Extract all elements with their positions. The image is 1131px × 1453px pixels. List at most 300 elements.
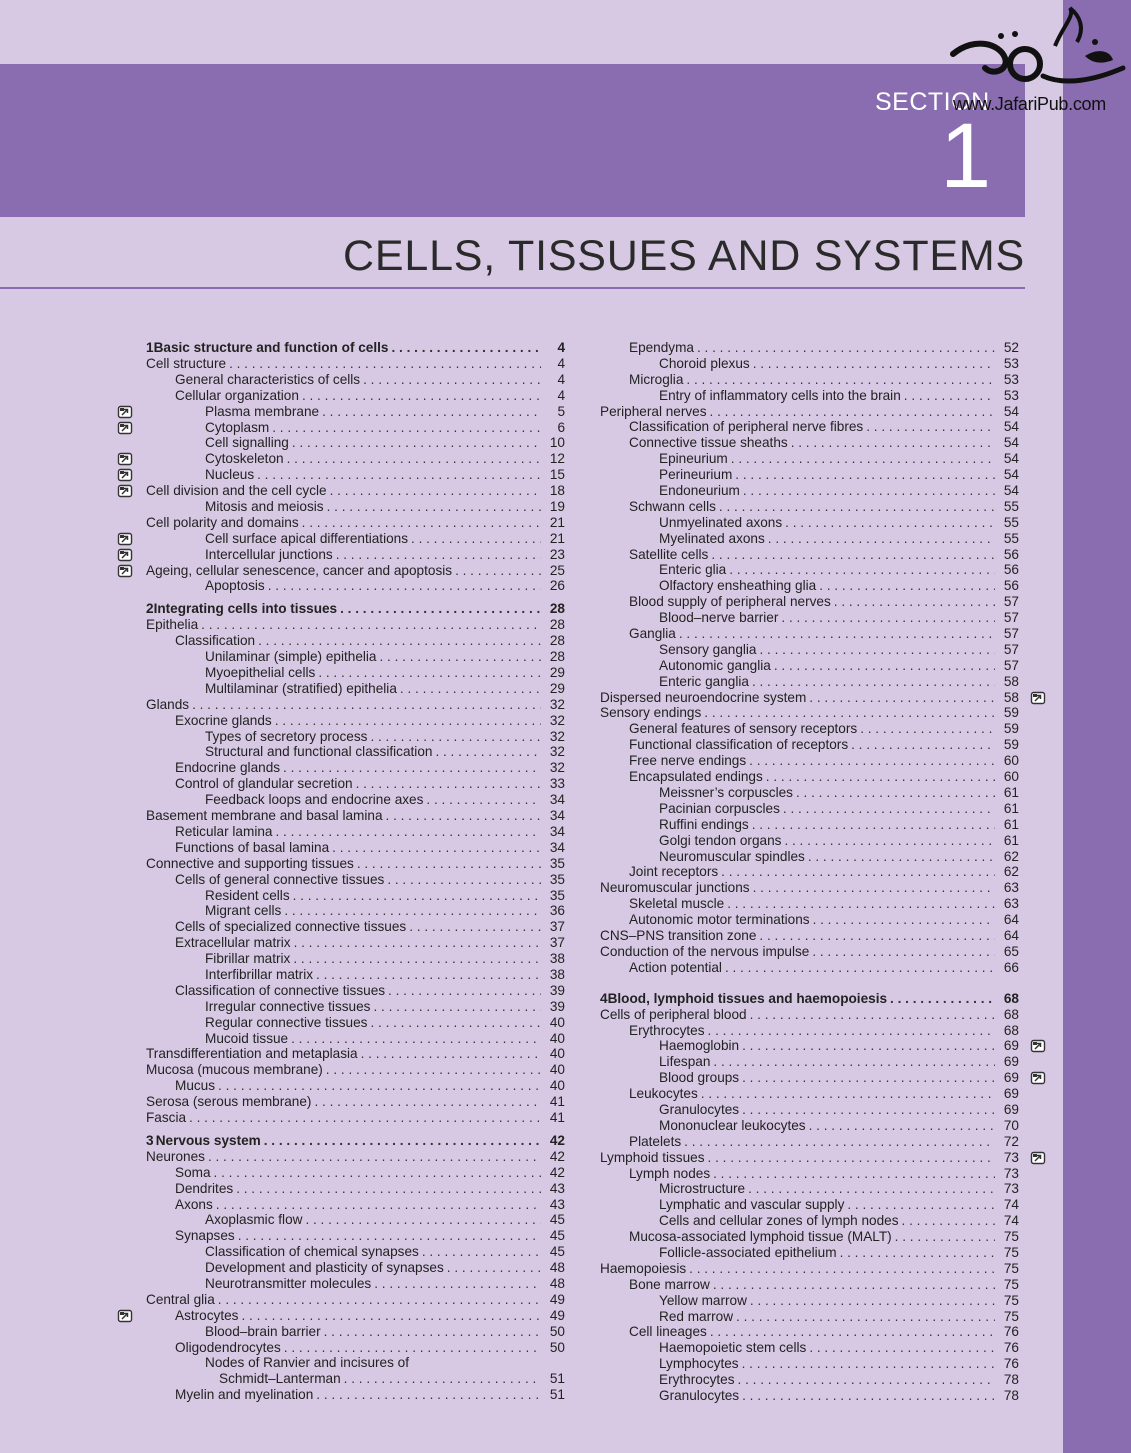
dot-leader [742,1102,995,1118]
toc-entry-label-wrap [146,617,541,633]
toc-entry-page: 74 [1003,1213,1019,1229]
toc-entry[interactable] [600,404,1019,420]
toc-entry[interactable] [146,649,565,665]
toc-entry-page: 34 [549,839,565,855]
dot-leader [752,817,995,833]
dot-leader [284,903,541,919]
toc-entry[interactable] [600,340,1019,356]
dot-leader [326,1062,541,1078]
toc-entry[interactable] [600,1277,1019,1293]
toc-entry[interactable] [146,935,565,951]
toc-entry-page: 45 [549,1212,565,1228]
toc-entry[interactable] [600,451,1019,467]
toc-entry-label: Multilaminar (stratified) epithelia [205,680,397,696]
toc-entry[interactable] [146,919,565,935]
toc-entry-page: 41 [549,1094,565,1110]
toc-entry[interactable] [600,1181,1019,1197]
toc-entry-label: Bone marrow [629,1276,710,1292]
toc-entry[interactable] [600,531,1019,547]
toc-entry[interactable] [600,1340,1019,1356]
toc-entry[interactable] [600,594,1019,610]
toc-entry-label: Cytoplasm [205,419,270,435]
toc-entry-page: 56 [1003,562,1019,578]
toc-entry[interactable] [146,563,565,579]
toc-entry[interactable] [600,483,1019,499]
toc-entry[interactable] [600,1054,1019,1070]
toc-entry[interactable] [146,888,565,904]
toc-entry-page: 54 [1003,435,1019,451]
toc-entry-label-wrap [600,340,995,356]
toc-entry-page: 72 [1003,1133,1019,1149]
toc-chapter-heading[interactable] [146,601,565,617]
toc-entry[interactable] [146,420,565,436]
toc-entry-page: 76 [1003,1324,1019,1340]
toc-entry-page: 54 [1003,419,1019,435]
toc-entry-label-wrap [600,610,995,626]
toc-entry-label-wrap [600,1277,995,1293]
toc-entry[interactable] [146,744,565,760]
toc-entry-label-wrap [146,1015,541,1031]
toc-entry[interactable] [146,1324,565,1340]
toc-entry[interactable] [600,547,1019,563]
toc-entry[interactable] [146,1094,565,1110]
dot-leader [314,1094,541,1110]
toc-entry-label: Perineurium [659,467,733,483]
toc-entry-label-wrap [146,824,541,840]
toc-entry-page: 55 [1003,530,1019,546]
toc-entry-label: Erythrocytes [629,1022,705,1038]
dot-leader [819,578,995,594]
toc-entry-label-wrap [600,833,995,849]
toc-entry[interactable] [146,531,565,547]
toc-entry-label: Plasma membrane [205,403,320,419]
toc-entry[interactable] [146,1062,565,1078]
toc-entry[interactable] [600,690,1019,706]
toc-entry[interactable] [146,808,565,824]
toc-entry[interactable] [146,388,565,404]
toc-entry[interactable] [146,1046,565,1062]
toc-entry-label: Joint receptors [629,864,719,880]
toc-entry-label-wrap [600,562,995,578]
dot-leader [834,594,995,610]
toc-entry[interactable] [600,1070,1019,1086]
toc-entry-label: Yellow marrow [659,1292,747,1308]
toc-entry[interactable] [146,713,565,729]
toc-entry-label-wrap [600,658,995,674]
toc-entry[interactable] [146,1078,565,1094]
toc-entry[interactable] [600,880,1019,896]
toc-entry[interactable] [146,451,565,467]
online-content-icon [117,468,133,482]
toc-entry[interactable] [146,483,565,499]
toc-entry-label: Ependyma [629,340,694,355]
page-title: CELLS, TISSUES AND SYSTEMS [343,232,1025,280]
toc-entry[interactable] [146,856,565,872]
toc-entry-label: Pacinian corpuscles [659,800,780,816]
toc-entry-page: 66 [1003,959,1019,975]
toc-entry-page: 28 [549,633,565,649]
toc-entry-label-wrap [600,1388,995,1404]
toc-entry-label-wrap [146,1355,541,1371]
toc-entry-page: 38 [549,951,565,967]
toc-entry[interactable] [146,776,565,792]
toc-entry[interactable] [600,912,1019,928]
toc-chapter-heading[interactable] [600,991,1019,1007]
toc-entry-label-wrap [146,808,541,824]
toc-entry[interactable] [146,1181,565,1197]
toc-entry-page: 57 [1003,626,1019,642]
dot-leader [363,372,541,388]
toc-entry-page: 65 [1003,943,1019,959]
toc-entry-label-wrap [600,1340,995,1356]
dot-leader [422,1244,541,1260]
toc-entry[interactable] [600,388,1019,404]
toc-entry[interactable] [600,817,1019,833]
online-content-icon [117,405,133,419]
dot-leader [713,1054,995,1070]
toc-entry[interactable] [146,1228,565,1244]
online-content-icon [1030,1039,1046,1053]
toc-entry-page: 34 [549,823,565,839]
toc-entry[interactable] [146,515,565,531]
toc-entry[interactable] [146,792,565,808]
toc-entry[interactable] [600,1118,1019,1134]
toc-entry-page: 63 [1003,880,1019,896]
toc-entry[interactable] [600,435,1019,451]
toc-entry-page: 54 [1003,403,1019,419]
toc-entry[interactable] [600,356,1019,372]
toc-entry-page: 15 [549,467,565,483]
dot-leader [785,515,995,531]
toc-entry-page: 29 [549,665,565,681]
toc-entry[interactable] [600,960,1019,976]
toc-entry-label: Meissner’s corpuscles [659,784,793,800]
toc-entry[interactable] [600,1324,1019,1340]
toc-entry[interactable] [600,610,1019,626]
toc-entry-page: 58 [1003,673,1019,689]
toc-entry-label: Cellular organization [175,387,299,403]
dot-leader [330,483,541,499]
toc-entry-label: Ganglia [629,626,676,642]
toc-entry-label: Connective tissue sheaths [629,435,788,451]
toc-entry[interactable] [146,967,565,983]
toc-entry[interactable] [600,769,1019,785]
dot-leader [742,1356,995,1372]
toc-entry-label: Leukocytes [629,1086,698,1102]
toc-entry[interactable] [600,467,1019,483]
toc-entry-page: 58 [1003,689,1019,705]
toc-entry[interactable] [600,928,1019,944]
toc-entry[interactable] [146,1149,565,1165]
toc-entry[interactable] [600,1293,1019,1309]
dot-leader [241,1308,541,1324]
toc-entry[interactable] [146,903,565,919]
toc-entry[interactable] [146,499,565,515]
toc-entry-page: 40 [549,1014,565,1030]
toc-entry-label: Blood–nerve barrier [659,610,779,626]
toc-entry-label-wrap [146,633,541,649]
toc-entry[interactable] [146,404,565,420]
toc-entry[interactable] [146,824,565,840]
toc-entry[interactable] [146,633,565,649]
toc-entry-label-wrap [146,467,541,483]
toc-entry-label-wrap [600,578,995,594]
toc-entry[interactable] [600,1007,1019,1023]
toc-entry-label: Basic structure and function of cells [153,340,389,355]
toc-entry[interactable] [600,1023,1019,1039]
toc-entry-label: Myelinated axons [659,530,765,546]
toc-entry-label: Axons [175,1196,213,1212]
toc-entry[interactable] [600,1134,1019,1150]
chapter-number: 3 [146,1132,154,1148]
toc-entry[interactable] [146,1260,565,1276]
toc-entry-label-wrap [146,872,541,888]
dot-leader [860,721,995,737]
toc-entry-label-wrap [146,531,541,547]
toc-entry[interactable] [600,1038,1019,1054]
toc-entry[interactable] [146,1276,565,1292]
toc-entry[interactable] [600,1213,1019,1229]
dot-leader [736,1309,995,1325]
toc-entry[interactable] [600,864,1019,880]
toc-entry[interactable] [146,1110,565,1126]
toc-entry[interactable] [600,626,1019,642]
toc-entry-label-wrap [146,665,541,681]
toc-entry[interactable] [600,1372,1019,1388]
toc-entry-label-wrap [146,601,541,617]
toc-entry[interactable] [600,419,1019,435]
toc-entry-page: 57 [1003,641,1019,657]
dot-leader [357,856,541,872]
toc-entry-label: Nodes of Ranvier and incisures of [205,1355,410,1371]
toc-entry[interactable] [146,1371,565,1387]
toc-entry[interactable] [600,705,1019,721]
toc-entry[interactable] [146,467,565,483]
publisher-url: www.JafariPub.com [953,94,1106,114]
toc-entry-label-wrap [146,1308,541,1324]
chapter-number: 2 [146,601,154,617]
dot-leader [324,1324,541,1340]
toc-entry[interactable] [600,658,1019,674]
toc-entry-label: Cell surface apical differentiations [205,530,409,546]
toc-entry[interactable] [146,729,565,745]
toc-entry[interactable] [600,499,1019,515]
toc-entry[interactable] [600,801,1019,817]
toc-entry-page: 50 [549,1323,565,1339]
toc-entry[interactable] [600,1150,1019,1166]
dot-leader [679,626,995,642]
dot-leader [344,1371,541,1387]
toc-entry-label-wrap [600,1181,995,1197]
toc-entry-label: Lymph nodes [629,1165,711,1181]
toc-entry[interactable] [146,1197,565,1213]
toc-entry-label-wrap [600,1309,995,1325]
toc-entry[interactable] [600,1197,1019,1213]
toc-entry[interactable] [146,1340,565,1356]
toc-entry-label: Lifespan [659,1054,711,1070]
toc-entry-page: 62 [1003,848,1019,864]
toc-entry-label: Red marrow [659,1308,734,1324]
toc-entry[interactable] [146,983,565,999]
toc-entry-label: Synapses [175,1228,235,1244]
toc-entry-label: Autonomic motor terminations [629,912,810,928]
toc-entry-label-wrap [600,531,995,547]
toc-entry-label-wrap [146,983,541,999]
toc-entry[interactable] [600,833,1019,849]
toc-entry-label: Unmyelinated axons [659,514,783,530]
toc-entry[interactable] [146,356,565,372]
toc-entry[interactable] [146,665,565,681]
toc-entry[interactable] [600,1166,1019,1182]
dot-leader [236,1181,541,1197]
toc-entry[interactable] [146,872,565,888]
toc-entry[interactable] [146,1212,565,1228]
dot-leader [753,880,995,896]
toc-entry-label-wrap [146,760,541,776]
toc-entry[interactable] [146,760,565,776]
toc-entry-page: 35 [549,855,565,871]
toc-entry[interactable] [600,578,1019,594]
dot-leader [684,1134,995,1150]
toc-entry[interactable] [600,721,1019,737]
toc-entry-page: 42 [549,1164,565,1180]
dot-leader [890,991,995,1007]
toc-entry[interactable] [146,617,565,633]
toc-entry[interactable] [146,1387,565,1403]
toc-entry-label-wrap [600,356,995,372]
toc-entry[interactable] [146,1165,565,1181]
toc-entry[interactable] [146,681,565,697]
toc-entry[interactable] [146,999,565,1015]
toc-entry[interactable] [600,1356,1019,1372]
toc-entry-label-wrap [600,785,995,801]
dot-leader [316,1387,541,1403]
toc-entry[interactable] [600,562,1019,578]
toc-entry-label-wrap [600,817,995,833]
toc-entry[interactable] [600,785,1019,801]
toc-entry-page: 21 [549,530,565,546]
dot-leader [275,824,541,840]
toc-entry[interactable] [600,372,1019,388]
toc-entry[interactable] [146,1292,565,1308]
toc-entry[interactable] [146,1015,565,1031]
toc-entry[interactable] [146,435,565,451]
toc-entry[interactable] [600,849,1019,865]
dot-leader [229,356,541,372]
toc-entry-label: Enteric ganglia [659,673,749,689]
toc-chapter-heading[interactable] [146,340,565,356]
dot-leader [781,610,995,626]
toc-entry[interactable] [146,1308,565,1324]
toc-entry-page: 56 [1003,578,1019,594]
chapter-number: 1 [146,340,154,355]
toc-entry-page: 53 [1003,387,1019,403]
toc-entry-label: Action potential [629,959,722,975]
toc-entry[interactable] [600,1388,1019,1404]
toc-entry-label-wrap [600,404,995,420]
toc-entry-page: 40 [549,1062,565,1078]
toc-entry[interactable] [600,642,1019,658]
toc-entry-page: 52 [1003,340,1019,355]
toc-entry[interactable] [600,674,1019,690]
toc-entry-page: 37 [549,919,565,935]
toc-entry[interactable] [600,1086,1019,1102]
dot-leader [287,451,541,467]
toc-entry-label: Ageing, cellular senescence, cancer and apoptosis [146,562,453,578]
toc-entry-label-wrap [600,864,995,880]
toc-entry[interactable] [146,1031,565,1047]
toc-chapter-heading[interactable] [146,1133,565,1149]
toc-entry-label: Schmidt–Lanterman [219,1371,341,1387]
toc-entry[interactable] [600,896,1019,912]
dot-leader [426,792,541,808]
online-content-icon [117,548,133,562]
toc-entry-page: 39 [549,982,565,998]
toc-entry-label: Neuromuscular spindles [659,848,805,864]
toc-entry[interactable] [600,944,1019,960]
toc-entry[interactable] [600,1245,1019,1261]
toc-entry-page: 68 [1003,1022,1019,1038]
toc-entry[interactable] [600,1229,1019,1245]
toc-entry-label: General characteristics of cells [175,371,361,387]
toc-entry-page: 40 [549,1030,565,1046]
toc-entry-label-wrap [600,372,995,388]
dot-leader [305,1212,541,1228]
toc-entry-page: 32 [549,712,565,728]
toc-entry-label-wrap [600,1134,995,1150]
toc-entry[interactable] [600,1309,1019,1325]
toc-entry[interactable] [146,578,565,594]
dot-leader [374,1276,541,1292]
toc-entry[interactable] [146,372,565,388]
dot-leader [189,1110,541,1126]
toc-entry[interactable] [600,737,1019,753]
dot-leader [340,601,541,617]
toc-entry[interactable] [600,1261,1019,1277]
toc-entry-label-wrap [600,1197,995,1213]
dot-leader [796,785,995,801]
toc-entry-label-wrap [600,626,995,642]
toc-entry[interactable] [600,1102,1019,1118]
toc-entry-label-wrap [600,467,995,483]
dot-leader [760,642,996,658]
toc-entry[interactable] [146,697,565,713]
toc-entry-page: 5 [557,403,565,419]
toc-entry-label-wrap [146,967,541,983]
dot-leader [743,483,995,499]
online-content-icon [117,564,133,578]
dot-leader [356,776,541,792]
toc-entry[interactable] [146,547,565,563]
toc-entry-label-wrap [600,753,995,769]
toc-entry-page: 59 [1003,705,1019,721]
dot-leader [708,1150,995,1166]
toc-entry-page: 35 [549,871,565,887]
dot-leader [391,340,541,356]
toc-entry-page: 4 [557,340,565,355]
toc-entry-page: 61 [1003,816,1019,832]
dot-leader [812,944,995,960]
toc-entry[interactable] [146,1244,565,1260]
dot-leader [292,435,541,451]
toc-entry-page: 69 [1003,1101,1019,1117]
toc-entry[interactable] [146,951,565,967]
toc-entry-page: 4 [557,356,565,371]
toc-entry[interactable] [600,515,1019,531]
toc-entry[interactable] [146,1355,565,1371]
toc-entry[interactable] [600,753,1019,769]
toc-entry[interactable] [146,840,565,856]
